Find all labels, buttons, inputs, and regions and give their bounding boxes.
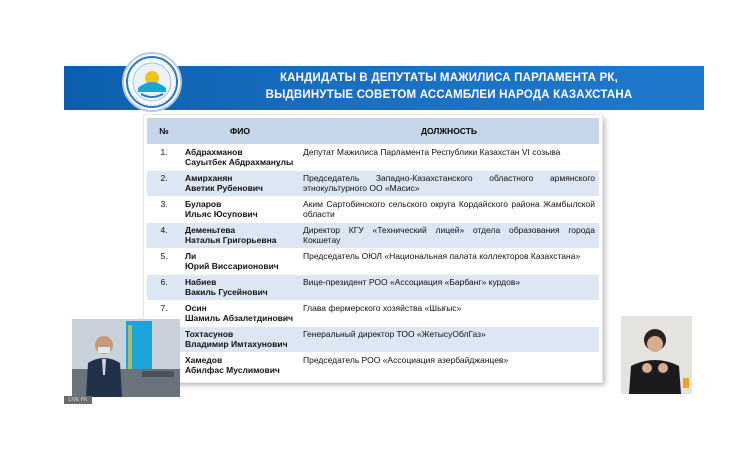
table-row [147,223,599,249]
slide-title [234,70,664,104]
candidate-surname: Деменьтева [185,225,236,235]
candidates-table [147,118,599,379]
candidate-name [181,223,299,249]
candidate-given-name: Наталья Григорьевна [185,235,277,245]
row-number: 2. [147,171,181,197]
row-number: 7. [147,301,181,327]
row-number: 1. [147,145,181,171]
candidate-surname: Осин [185,303,207,313]
table-row [147,249,599,275]
candidate-position: Генеральный директор ТОО «ЖетысуОблГаз» [299,327,599,353]
candidate-position: Председатель Западно-Казахстанского областного армянского этнокультурного ОО «Масис» [299,171,599,197]
slide-title-line1: КАНДИДАТЫ В ДЕПУТАТЫ МАЖИЛИСА ПАРЛАМЕНТА РК, [279,72,619,84]
candidate-given-name: Шамиль Абзалетдинович [185,313,294,323]
speaker-camera-feed [72,319,180,397]
candidate-name [181,301,299,327]
candidate-surname: Тохтасунов [185,329,234,339]
row-number: 3. [147,197,181,223]
candidate-name [181,249,299,275]
candidate-surname: Хамедов [185,355,223,365]
table-row [147,197,599,223]
candidate-surname: Ли [185,251,197,261]
table-header-row [147,118,599,145]
candidate-position: Вице-президент РОО «Ассоциация «Барбанг» курдов» [299,275,599,301]
column-header-position: ДОЛЖНОСТЬ [299,118,599,145]
candidate-name [181,353,299,379]
interpreter-figure [621,316,692,394]
row-number: 6. [147,275,181,301]
table-row [147,301,599,327]
table-row [147,145,599,171]
candidate-position: Председатель РОО «Ассоциация азербайджанцев» [299,353,599,379]
candidate-name [181,275,299,301]
candidate-given-name: Юрий Виссарионович [185,261,279,271]
column-header-number: № [147,118,181,145]
candidate-given-name: Сауытбек Абдрахманұлы [185,157,294,167]
candidate-given-name: Ильяс Юсупович [185,209,258,219]
candidate-given-name: Абилфас Муслимович [185,365,280,375]
candidate-position: Депутат Мажилиса Парламента Республики Казахстан VI созыва [299,145,599,171]
candidate-given-name: Аветик Рубенович [185,183,263,193]
candidate-name [181,197,299,223]
slide-title-line2: ВЫДВИНУТЫЕ СОВЕТОМ АССАМБЛЕИ НАРОДА КАЗАХСТАНА [265,89,633,101]
candidate-given-name: Вакиль Гусейнович [185,287,268,297]
table-row [147,327,599,353]
candidate-name [181,145,299,171]
column-header-name: ФИО [181,118,299,145]
candidate-surname: Абдрахманов [185,147,243,157]
sign-language-interpreter-feed [621,316,692,394]
candidate-surname: Набиев [185,277,217,287]
row-number: 4. [147,223,181,249]
candidates-slide [144,115,602,382]
camera-label: LIVE PK [64,396,92,404]
candidate-position: Председатель ОЮЛ «Национальная палата коллекторов Казахстана» [299,249,599,275]
speaker-figure [72,319,180,397]
candidate-name [181,327,299,353]
candidate-surname: Буларов [185,199,222,209]
assembly-emblem-icon [122,52,182,112]
table-row [147,171,599,197]
candidate-position: Глава фермерского хозяйства «Шығыс» [299,301,599,327]
table-row [147,275,599,301]
table-row [147,353,599,379]
candidate-position: Директор КГУ «Технический лицей» отдела образования города Кокшетау [299,223,599,249]
candidate-surname: Амирханян [185,173,233,183]
candidate-given-name: Владимир Имтахунович [185,339,288,349]
row-number: 5. [147,249,181,275]
candidate-name [181,171,299,197]
candidate-position: Аким Сартобинского сельского округа Кордайского района Жамбылской области [299,197,599,223]
